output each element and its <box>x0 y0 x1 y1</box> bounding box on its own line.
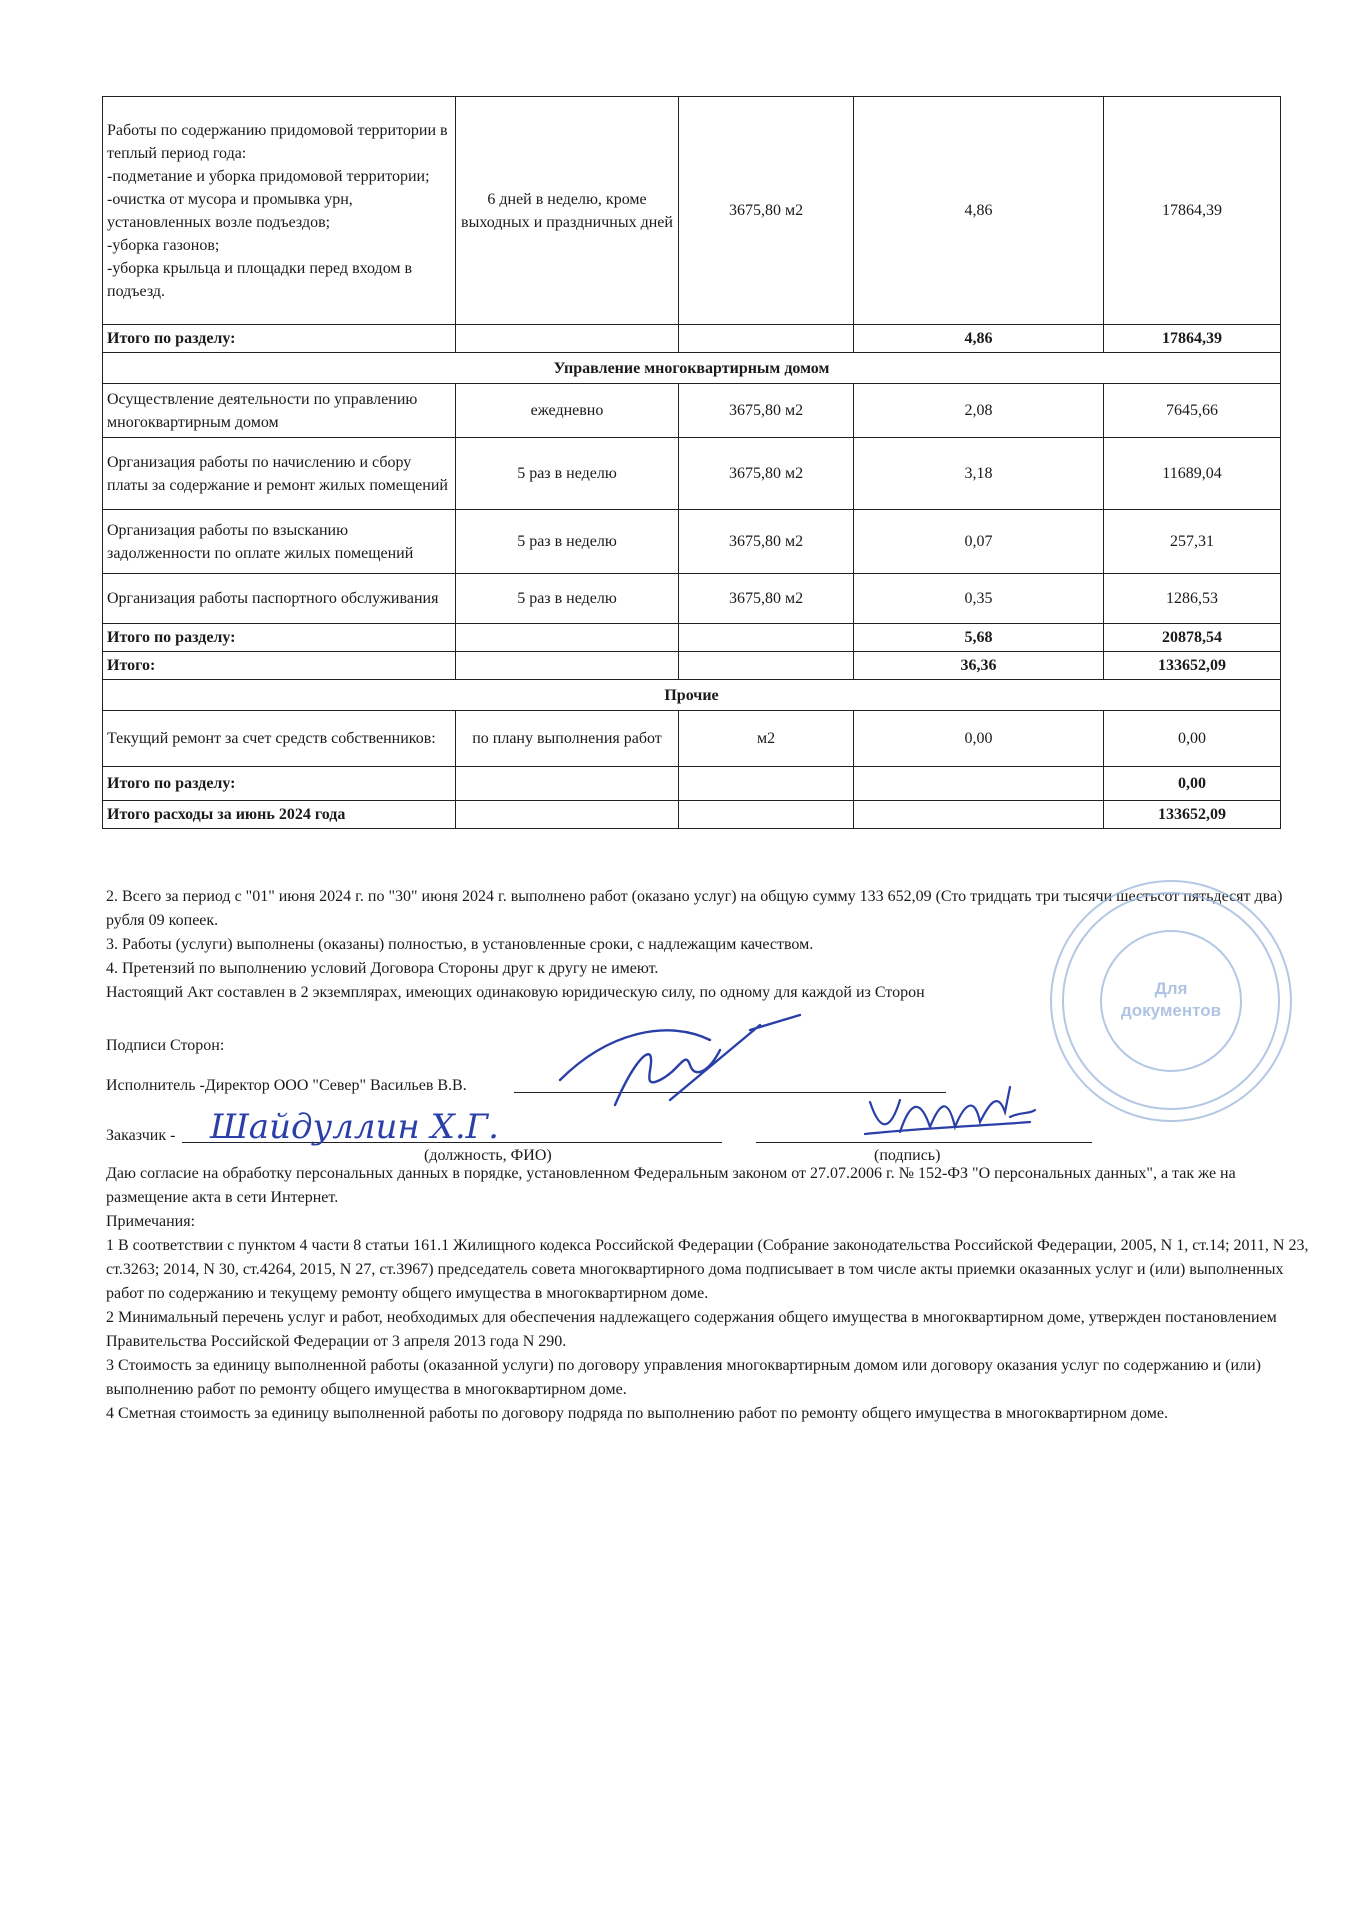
area-cell <box>679 801 854 829</box>
amount-cell: 20878,54 <box>1104 624 1281 652</box>
frequency-cell <box>456 325 679 353</box>
signature-caption: (подпись) <box>874 1147 941 1164</box>
area-cell: 3675,80 м2 <box>679 97 854 325</box>
work-name-cell: Работы по содержанию придомовой территории в теплый период года: -подметание и уборка придомовой территории; -очистка от мусора и промывка урн, установленных возле подъездов; -уборка газонов; -уборка крыльца и площадки перед входом в подъезд. <box>103 97 456 325</box>
amount-cell: 0,00 <box>1104 767 1281 801</box>
frequency-cell: 5 раз в неделю <box>456 438 679 510</box>
table-row <box>103 97 1281 325</box>
total-row <box>103 325 1281 353</box>
area-cell: 3675,80 м2 <box>679 438 854 510</box>
work-name-cell: Итого: <box>103 652 456 680</box>
amount-cell: 133652,09 <box>1104 652 1281 680</box>
work-name-cell: Организация работы по взысканию задолженности по оплате жилых помещений <box>103 510 456 574</box>
customer-signature <box>860 1072 1040 1152</box>
area-cell: 3675,80 м2 <box>679 384 854 438</box>
rate-cell: 2,08 <box>854 384 1104 438</box>
total-row <box>103 801 1281 829</box>
quality-paragraph: 3. Работы (услуги) выполнены (оказаны) полностью, в установленные сроки, с надлежащим качеством. <box>106 936 814 953</box>
work-name-cell: Итого по разделу: <box>103 767 456 801</box>
area-cell: 3675,80 м2 <box>679 510 854 574</box>
amount-cell: 17864,39 <box>1104 97 1281 325</box>
area-cell: 3675,80 м2 <box>679 574 854 624</box>
rate-cell <box>854 767 1104 801</box>
frequency-cell: 5 раз в неделю <box>456 574 679 624</box>
work-name-cell: Итого по разделу: <box>103 325 456 353</box>
area-cell <box>679 652 854 680</box>
position-caption: (должность, ФИО) <box>424 1147 552 1164</box>
customer-handwritten-name <box>200 1090 580 1160</box>
work-name-cell: Организация работы по начислению и сбору платы за содержание и ремонт жилых помещений <box>103 438 456 510</box>
amount-cell: 1286,53 <box>1104 574 1281 624</box>
table-row <box>103 574 1281 624</box>
area-cell <box>679 767 854 801</box>
total-row <box>103 767 1281 801</box>
rate-cell: 3,18 <box>854 438 1104 510</box>
copies-paragraph: Настоящий Акт составлен в 2 экземплярах, имеющих одинаковую юридическую силу, по одному для каждой из Сторон <box>106 984 925 1001</box>
frequency-cell <box>456 624 679 652</box>
frequency-cell: 5 раз в неделю <box>456 510 679 574</box>
executor-line-label: Исполнитель -Директор ООО "Север" Васильев В.В. <box>106 1077 467 1094</box>
stamp-text-2: документов <box>1120 1001 1222 1020</box>
amount-cell: 0,00 <box>1104 711 1281 767</box>
frequency-cell: ежедневно <box>456 384 679 438</box>
area-cell <box>679 325 854 353</box>
amount-cell: 133652,09 <box>1104 801 1281 829</box>
rate-cell: 4,86 <box>854 97 1104 325</box>
handwritten-name-text: Шайдуллин Х.Г. <box>210 1107 499 1147</box>
rate-cell: 36,36 <box>854 652 1104 680</box>
note-3: 3 Стоимость за единицу выполненной работы (оказанной услуги) по договору управления многоквартирным домом или договору оказания услуг по содержанию и (или) выполнению работ по ремонту общего имущества в многоквартирном доме. <box>106 1357 1261 1398</box>
table-row <box>103 711 1281 767</box>
work-name-cell: Осуществление деятельности по управлению многоквартирным домом <box>103 384 456 438</box>
frequency-cell <box>456 652 679 680</box>
note-4: 4 Сметная стоимость за единицу выполненной работы по договору подряда по выполнению работ по ремонту общего имущества в многоквартирном доме. <box>106 1405 1168 1422</box>
customer-line-label: Заказчик - <box>106 1127 176 1144</box>
consent-paragraph: Даю согласие на обработку персональных данных в порядке, установленном Федеральным законом от 27.07.2006 г. № 152-ФЗ "О персональных данных", а так же на размещение акта в сети Интернет. <box>106 1165 1236 1206</box>
rate-cell: 5,68 <box>854 624 1104 652</box>
rate-cell: 0,07 <box>854 510 1104 574</box>
total-sum-paragraph: 2. Всего за период с "01" июня 2024 г. по "30" июня 2024 г. выполнено работ (оказано услуг) на общую сумму 133 652,09 (Сто тридцать три тысячи шестьсот пятьдесят два) рубля 09 копеек. <box>106 888 1283 929</box>
amount-cell: 257,31 <box>1104 510 1281 574</box>
amount-cell: 11689,04 <box>1104 438 1281 510</box>
company-stamp <box>1046 876 1296 1126</box>
stamp-text: Для <box>1154 979 1188 998</box>
total-row <box>103 624 1281 652</box>
work-name-cell: Итого расходы за июнь 2024 года <box>103 801 456 829</box>
table-row <box>103 510 1281 574</box>
section-title: Прочие <box>103 680 1281 711</box>
rate-cell: 0,00 <box>854 711 1104 767</box>
area-cell <box>679 624 854 652</box>
table-row <box>103 384 1281 438</box>
frequency-cell <box>456 801 679 829</box>
services-table-body <box>103 97 1281 829</box>
note-2: 2 Минимальный перечень услуг и работ, необходимых для обеспечения надлежащего содержания общего имущества в многоквартирном доме, утвержден постановлением Правительства Российской Федерации от 3 апреля 2013 года N 290. <box>106 1309 1277 1350</box>
total-row <box>103 652 1281 680</box>
rate-cell: 4,86 <box>854 325 1104 353</box>
notes-heading: Примечания: <box>106 1213 196 1230</box>
note-1: 1 В соответствии с пунктом 4 части 8 статьи 161.1 Жилищного кодекса Российской Федерации (Собрание законодательства Российской Федерации, 2005, N 1, ст.14; 2011, N 23, ст.3263; 2014, N 30, ст.4264, 2015, N 27, ст.3967) председатель совета многоквартирного дома подписывает в том числе акты приемки оказанных услуг и (или) выполненных работ по содержанию и текущему ремонту общего имущества в многоквартирном доме. <box>106 1237 1309 1302</box>
work-name-cell: Организация работы паспортного обслуживания <box>103 574 456 624</box>
frequency-cell: по плану выполнения работ <box>456 711 679 767</box>
notes-block <box>106 1162 1314 1426</box>
amount-cell: 7645,66 <box>1104 384 1281 438</box>
amount-cell: 17864,39 <box>1104 325 1281 353</box>
rate-cell <box>854 801 1104 829</box>
services-table <box>102 96 1281 829</box>
work-name-cell: Итого по разделу: <box>103 624 456 652</box>
section-header-row <box>103 680 1281 711</box>
claims-paragraph: 4. Претензий по выполнению условий Договора Стороны друг к другу не имеют. <box>106 960 659 977</box>
section-header-row <box>103 353 1281 384</box>
frequency-cell: 6 дней в неделю, кроме выходных и праздничных дней <box>456 97 679 325</box>
section-title: Управление многоквартирным домом <box>103 353 1281 384</box>
rate-cell: 0,35 <box>854 574 1104 624</box>
area-cell: м2 <box>679 711 854 767</box>
signatures-heading: Подписи Сторон: <box>106 1037 225 1054</box>
table-row <box>103 438 1281 510</box>
work-name-cell: Текущий ремонт за счет средств собственников: <box>103 711 456 767</box>
frequency-cell <box>456 767 679 801</box>
